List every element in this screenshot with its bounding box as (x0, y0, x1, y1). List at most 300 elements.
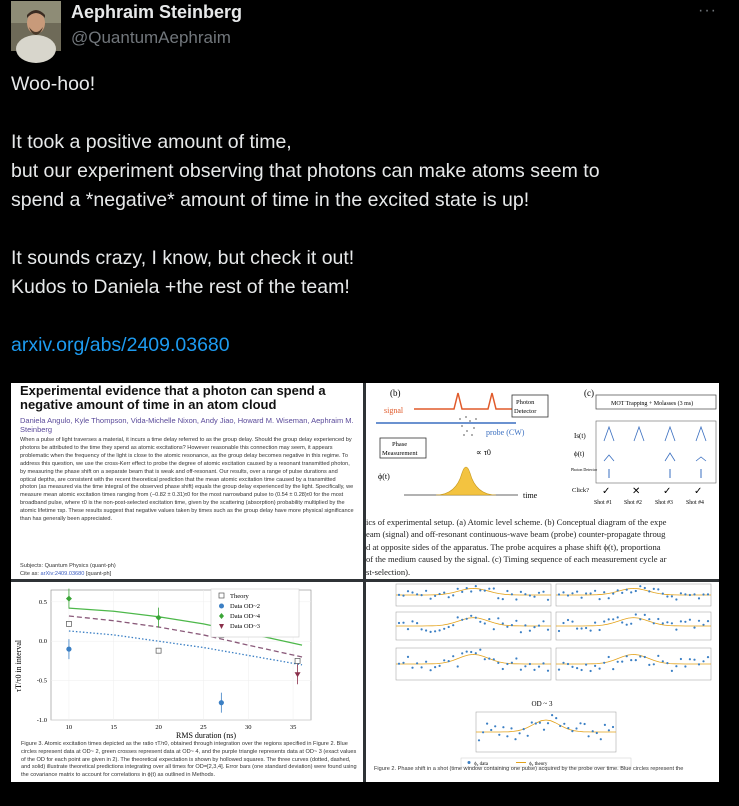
data-marker (594, 590, 596, 592)
data-marker (648, 618, 650, 620)
data-marker (461, 652, 463, 654)
data-marker (644, 656, 646, 658)
data-marker (680, 620, 682, 622)
data-marker (461, 619, 463, 621)
data-marker (448, 660, 450, 662)
arxiv-link[interactable]: arxiv.org/abs/2409.03680 (11, 334, 230, 356)
data-marker (533, 669, 535, 671)
data-marker (639, 655, 641, 657)
data-marker (639, 618, 641, 620)
data-marker (592, 730, 594, 732)
cite-suffix: [quant-ph] (84, 571, 112, 577)
data-marker (475, 617, 477, 619)
data-marker (448, 626, 450, 628)
data-marker (416, 662, 418, 664)
data-marker (675, 629, 677, 631)
legend-entry: ϕ₀ data (474, 762, 488, 767)
data-marker (542, 591, 544, 593)
data-marker (425, 590, 427, 592)
data-marker (675, 598, 677, 600)
data-marker (675, 665, 677, 667)
figure-3-chart (11, 582, 363, 742)
time-label: time (523, 491, 538, 500)
signal-label: signal (384, 406, 404, 415)
data-marker (576, 591, 578, 593)
data-marker (538, 592, 540, 594)
media-grid (11, 383, 719, 782)
data-marker (671, 595, 673, 597)
data-marker (680, 592, 682, 594)
data-marker (684, 621, 686, 623)
data-marker (443, 592, 445, 594)
data-marker (612, 668, 614, 670)
data-marker (493, 587, 495, 589)
data-marker (434, 630, 436, 632)
data-marker (484, 658, 486, 660)
row-detector: Photon Detector (571, 467, 598, 472)
data-marker (519, 732, 521, 734)
label-b: (b) (390, 388, 401, 398)
data-marker (398, 622, 400, 624)
data-marker (430, 598, 432, 600)
data-marker (515, 657, 517, 659)
setup-caption (366, 516, 726, 578)
data-marker (398, 594, 400, 596)
data-marker (466, 618, 468, 620)
paper-meta (20, 562, 116, 578)
data-marker (535, 722, 537, 724)
data-marker (562, 591, 564, 593)
data-marker (520, 631, 522, 633)
data-marker (571, 730, 573, 732)
tweet-gap (11, 302, 721, 331)
data-marker (430, 669, 432, 671)
image-setup-diagram[interactable] (366, 383, 719, 579)
data-marker (448, 596, 450, 598)
data-marker (524, 665, 526, 667)
data-marker (596, 732, 598, 734)
data-marker (502, 598, 504, 600)
paper-authors: Daniela Angulo, Kyle Thompson, Vida-Michelle Nixon, Andy Jiao, Howard M. Wiseman, Aephraim M. Steinberg (20, 416, 354, 434)
data-marker (644, 587, 646, 589)
data-marker (542, 662, 544, 664)
data-marker (547, 722, 549, 724)
data-marker (657, 618, 659, 620)
x-tick-label: 30 (244, 724, 252, 731)
phase-text-2: Measurement (382, 450, 418, 457)
data-point (219, 700, 224, 705)
label-c: (c) (584, 388, 594, 398)
data-marker (411, 591, 413, 593)
data-marker (599, 598, 601, 600)
data-marker (416, 622, 418, 624)
data-marker (567, 619, 569, 621)
data-marker (617, 661, 619, 663)
data-marker (684, 593, 686, 595)
chart-legend (211, 589, 299, 637)
data-marker (502, 668, 504, 670)
y-tick-label: -0.5 (36, 677, 47, 685)
od-label: OD ~ 3 (531, 700, 553, 708)
data-marker (608, 597, 610, 599)
data-marker (533, 626, 535, 628)
data-marker (608, 656, 610, 658)
data-marker (559, 725, 561, 727)
data-marker (612, 618, 614, 620)
data-marker (547, 670, 549, 672)
data-marker (511, 624, 513, 626)
data-marker (666, 621, 668, 623)
data-marker (563, 723, 565, 725)
caption-line: ics of experimental setup. (a) Atomic level scheme. (b) Conceptual diagram of the expe (366, 517, 667, 527)
data-marker (689, 619, 691, 621)
data-marker (488, 658, 490, 660)
data-marker (666, 595, 668, 597)
legend-entry: Theory (230, 593, 249, 600)
click-mark: ✕ (632, 486, 641, 497)
data-marker (484, 590, 486, 592)
phase-text-1: Phase (392, 441, 408, 448)
data-marker (590, 670, 592, 672)
data-marker (452, 624, 454, 626)
data-marker (585, 664, 587, 666)
click-mark: ✓ (663, 486, 672, 497)
caption-line: eam (signal) and off-resonant continuous-wave beam (probe) counter-propagate throug (366, 529, 666, 540)
data-marker (520, 591, 522, 593)
data-marker (555, 717, 557, 719)
data-marker (538, 625, 540, 627)
legend-entry: Data OD~4 (230, 613, 261, 620)
data-marker (488, 618, 490, 620)
data-marker (402, 622, 404, 624)
data-marker (621, 592, 623, 594)
data-marker (621, 661, 623, 663)
avatar-photo (11, 1, 61, 51)
data-marker (524, 593, 526, 595)
data-marker (662, 593, 664, 595)
data-marker (529, 594, 531, 596)
caption-line: d at opposite sides of the apparatus. The probe acquires a phase shift ϕ(t), proportiona (366, 541, 661, 552)
data-marker (486, 723, 488, 725)
x-tick-label: 15 (110, 724, 118, 731)
data-marker (653, 663, 655, 665)
author-handle[interactable]: @QuantumAephraim (71, 28, 231, 47)
data-marker (551, 714, 553, 716)
caption-line: of the medium caused by the signal. (c) Timing sequence of each measurement cycle ar (366, 554, 667, 565)
data-marker (520, 669, 522, 671)
data-marker (581, 597, 583, 599)
data-marker (630, 623, 632, 625)
data-marker (479, 649, 481, 651)
more-options-icon[interactable]: ··· (698, 2, 717, 19)
data-marker (407, 590, 409, 592)
data-marker (684, 665, 686, 667)
data-marker (648, 590, 650, 592)
data-marker (590, 592, 592, 594)
data-marker (698, 663, 700, 665)
data-marker (603, 662, 605, 664)
x-tick-label: 20 (155, 724, 162, 731)
data-point (66, 646, 71, 651)
shot-label: Shot #1 (594, 500, 612, 506)
data-marker (488, 588, 490, 590)
data-marker (452, 594, 454, 596)
data-marker (657, 655, 659, 657)
data-marker (411, 667, 413, 669)
data-marker (425, 661, 427, 663)
data-marker (475, 585, 477, 587)
data-marker (562, 622, 564, 624)
data-marker (581, 627, 583, 629)
tweet-line: Woo-hoo! (11, 73, 96, 95)
avatar[interactable] (11, 1, 61, 51)
data-marker (644, 614, 646, 616)
data-marker (439, 593, 441, 595)
image-figure-3[interactable] (11, 582, 363, 782)
cite-link: arXiv:2409.03680 (40, 571, 85, 577)
data-marker (482, 731, 484, 733)
data-marker (478, 739, 480, 741)
data-marker (434, 666, 436, 668)
mot-text: MOT Trapping + Molasses (3 ms) (611, 401, 694, 407)
data-marker (594, 622, 596, 624)
tweet-gap (11, 99, 721, 128)
data-marker (443, 659, 445, 661)
data-marker (466, 587, 468, 589)
data-marker (425, 629, 427, 631)
data-marker (506, 735, 508, 737)
data-marker (524, 624, 526, 626)
data-marker (407, 628, 409, 630)
data-marker (603, 620, 605, 622)
data-marker (494, 725, 496, 727)
data-marker (484, 622, 486, 624)
paper-title: Experimental evidence that a photon can spend a negative amount of time in an atom cloud (20, 383, 326, 412)
data-marker (398, 663, 400, 665)
data-marker (621, 621, 623, 623)
row-click: Click? (572, 487, 589, 494)
data-marker (698, 620, 700, 622)
data-marker (707, 656, 709, 658)
probe-label: probe (CW) (486, 428, 525, 437)
data-marker (506, 590, 508, 592)
tweet-line: It sounds crazy, I know, but check it out! (11, 247, 355, 269)
data-marker (702, 624, 704, 626)
image-abstract[interactable] (11, 383, 363, 579)
data-marker (630, 659, 632, 661)
data-marker (479, 621, 481, 623)
data-marker (693, 593, 695, 595)
data-marker (617, 616, 619, 618)
data-marker (590, 630, 592, 632)
data-marker (575, 727, 577, 729)
data-marker (443, 628, 445, 630)
figure-2-caption: Figure 2. Phase shift in a shot (time window containing one pulse) acquired by the probe over time. Blue circles represent the (374, 766, 684, 772)
x-tick-label: 35 (289, 724, 297, 731)
tweet-gap (11, 215, 721, 244)
phase-bump (436, 467, 496, 495)
data-marker (497, 617, 499, 619)
data-marker (653, 588, 655, 590)
y-tick-label: -1.0 (36, 717, 47, 724)
tweet-line: Kudos to Daniela +the rest of the team! (11, 276, 350, 298)
data-marker (416, 593, 418, 595)
data-marker (466, 651, 468, 653)
data-marker (579, 722, 581, 724)
photon-detector-text-1: Photon (516, 399, 535, 406)
tweet-line: but our experiment observing that photons can make atoms seem to (11, 160, 600, 182)
data-marker (547, 629, 549, 631)
data-marker (584, 723, 586, 725)
cite-label: Cite as: (20, 571, 41, 577)
data-marker (693, 627, 695, 629)
data-marker (470, 651, 472, 653)
x-tick-label: 10 (65, 724, 73, 731)
data-marker (604, 724, 606, 726)
data-marker (470, 615, 472, 617)
image-figure-2[interactable] (366, 582, 719, 782)
data-marker (698, 597, 700, 599)
data-marker (542, 620, 544, 622)
data-marker (567, 663, 569, 665)
data-marker (497, 597, 499, 599)
data-marker (608, 729, 610, 731)
data-marker (689, 594, 691, 596)
data-marker (599, 668, 601, 670)
data-marker (600, 738, 602, 740)
data-marker (470, 590, 472, 592)
click-mark: ✓ (694, 486, 703, 497)
x-tick-label: 25 (200, 724, 207, 731)
data-marker (662, 622, 664, 624)
setup-diagram (366, 383, 719, 518)
data-marker (461, 591, 463, 593)
data-marker (702, 593, 704, 595)
data-marker (510, 727, 512, 729)
figure-2-plots (366, 582, 719, 767)
tweet-line: It took a positive amount of time, (11, 131, 292, 153)
data-marker (612, 593, 614, 595)
prop-tau: ∝ τ0 (476, 448, 491, 457)
data-marker (515, 620, 517, 622)
data-marker (402, 595, 404, 597)
data-marker (639, 585, 641, 587)
data-marker (612, 726, 614, 728)
data-marker (529, 630, 531, 632)
data-marker (571, 621, 573, 623)
atom-cloud (459, 416, 477, 436)
timing-grid (596, 421, 716, 483)
data-marker (702, 660, 704, 662)
data-marker (693, 659, 695, 661)
data-marker (594, 665, 596, 667)
data-marker (567, 594, 569, 596)
data-marker (430, 631, 432, 633)
legend-entry: Data OD~3 (230, 623, 261, 630)
data-marker (630, 591, 632, 593)
tweet-text (11, 70, 721, 360)
data-marker (608, 618, 610, 620)
data-marker (576, 667, 578, 669)
data-marker (603, 591, 605, 593)
y-axis-label: τT/τ0 in interval (14, 639, 23, 693)
data-marker (576, 628, 578, 630)
data-marker (571, 666, 573, 668)
data-marker (457, 588, 459, 590)
y-tick-label: 0.5 (38, 598, 47, 606)
data-marker (498, 734, 500, 736)
signal-pulse (414, 393, 512, 409)
y-tick-label: 0.0 (38, 638, 47, 646)
data-marker (662, 660, 664, 662)
data-marker (531, 721, 533, 723)
shot-label: Shot #4 (686, 500, 704, 506)
data-marker (635, 613, 637, 615)
tweet-line: spend a *negative* amount of time in the excited state is up! (11, 189, 530, 211)
data-marker (635, 659, 637, 661)
data-marker (617, 589, 619, 591)
x-axis-label: RMS duration (ns) (176, 731, 236, 740)
data-marker (666, 662, 668, 664)
row-is: Is(t) (574, 432, 586, 440)
data-marker (506, 626, 508, 628)
data-marker (567, 727, 569, 729)
shot-label: Shot #3 (655, 500, 673, 506)
phi-label: ϕ(t) (378, 472, 390, 481)
data-marker (523, 728, 525, 730)
data-marker (657, 588, 659, 590)
data-marker (439, 665, 441, 667)
data-marker (506, 663, 508, 665)
data-marker (407, 656, 409, 658)
data-marker (648, 664, 650, 666)
data-marker (421, 628, 423, 630)
data-marker (626, 624, 628, 626)
data-marker (457, 665, 459, 667)
click-mark: ✓ (602, 486, 611, 497)
data-marker (514, 738, 516, 740)
data-marker (533, 596, 535, 598)
data-marker (493, 628, 495, 630)
author-name[interactable]: Aephraim Steinberg (71, 2, 243, 22)
data-marker (529, 663, 531, 665)
data-marker (599, 629, 601, 631)
data-marker (479, 589, 481, 591)
shot-label: Shot #2 (624, 500, 642, 506)
data-marker (626, 655, 628, 657)
data-marker (571, 592, 573, 594)
data-marker (671, 670, 673, 672)
row-phi: ϕ(t) (574, 450, 585, 458)
figure-3-caption: Figure 3. Atomic excitation times depicted as the ratio τT/τ0, obtained through integration over the regions specified in Figure 2. Blue circles represent data at OD~ 2, green crosses represent data at OD~ 4, and the purple triangle represents data at OD~ 3 (exact values of the OD for each point are given in 2). The theoretical expectation is shown by hollowed squares. The three curves (dotted, dashed, and solid) illustrate theoretical predictions integrating over all times for OD=[2,3,4]. Error bars (one standard deviation) were found using the covariance matrix to account for correlations in ϕ(t) as outlined in Methods. (21, 741, 357, 779)
data-marker (689, 658, 691, 660)
paper-subjects: Subjects: Quantum Physics (quant-ph) (20, 563, 116, 569)
data-marker (502, 622, 504, 624)
paper-abstract: When a pulse of light traverses a material, it incurs a time delay referred to as the group delay. Should the group delay experienced by photons be attributed to the time they spend as atomic excitations? However reasonable this connection may seem, it appears problematic when the frequency of the light is close to the atomic resonance, as the group delay becomes negative in this regime. To address this question, we use the cross-Kerr effect to probe the degree of atomic excitation caused by a resonant transmitted photon, by measuring the phase shift on a separate beam that is weak and off-resonant. Our results, over a range of pulse durations and optical depths, are consistent with the recent theoretical prediction that the mean atomic excitation time caused by a transmitted photon (as measured via the time integral of the observed phase shift) equals the group delay experienced by the light. Specifically, we measure mean atomic excitation times ranging from (−0.82 ± 0.31)τ0 for the most narrowband pulse to (0.54 ± 0.28)τ0 for the most broadband pulse, where τ0 is the non-post-selected excitation time, given by the scattering (absorption) probability multiplied by the atomic lifetime τsp. These results suggest that negative values taken by times such as the group delay have more physical significance than has generally been appreciated. (20, 437, 354, 523)
data-marker (626, 589, 628, 591)
data-marker (515, 598, 517, 600)
legend-od2-marker (219, 604, 224, 609)
data-marker (558, 669, 560, 671)
data-marker (493, 658, 495, 660)
data-marker (547, 599, 549, 601)
data-marker (527, 735, 529, 737)
data-marker (511, 662, 513, 664)
photon-detector-text-2: Detector (514, 408, 537, 415)
data-marker (707, 593, 709, 595)
data-marker (558, 593, 560, 595)
data-marker (635, 590, 637, 592)
